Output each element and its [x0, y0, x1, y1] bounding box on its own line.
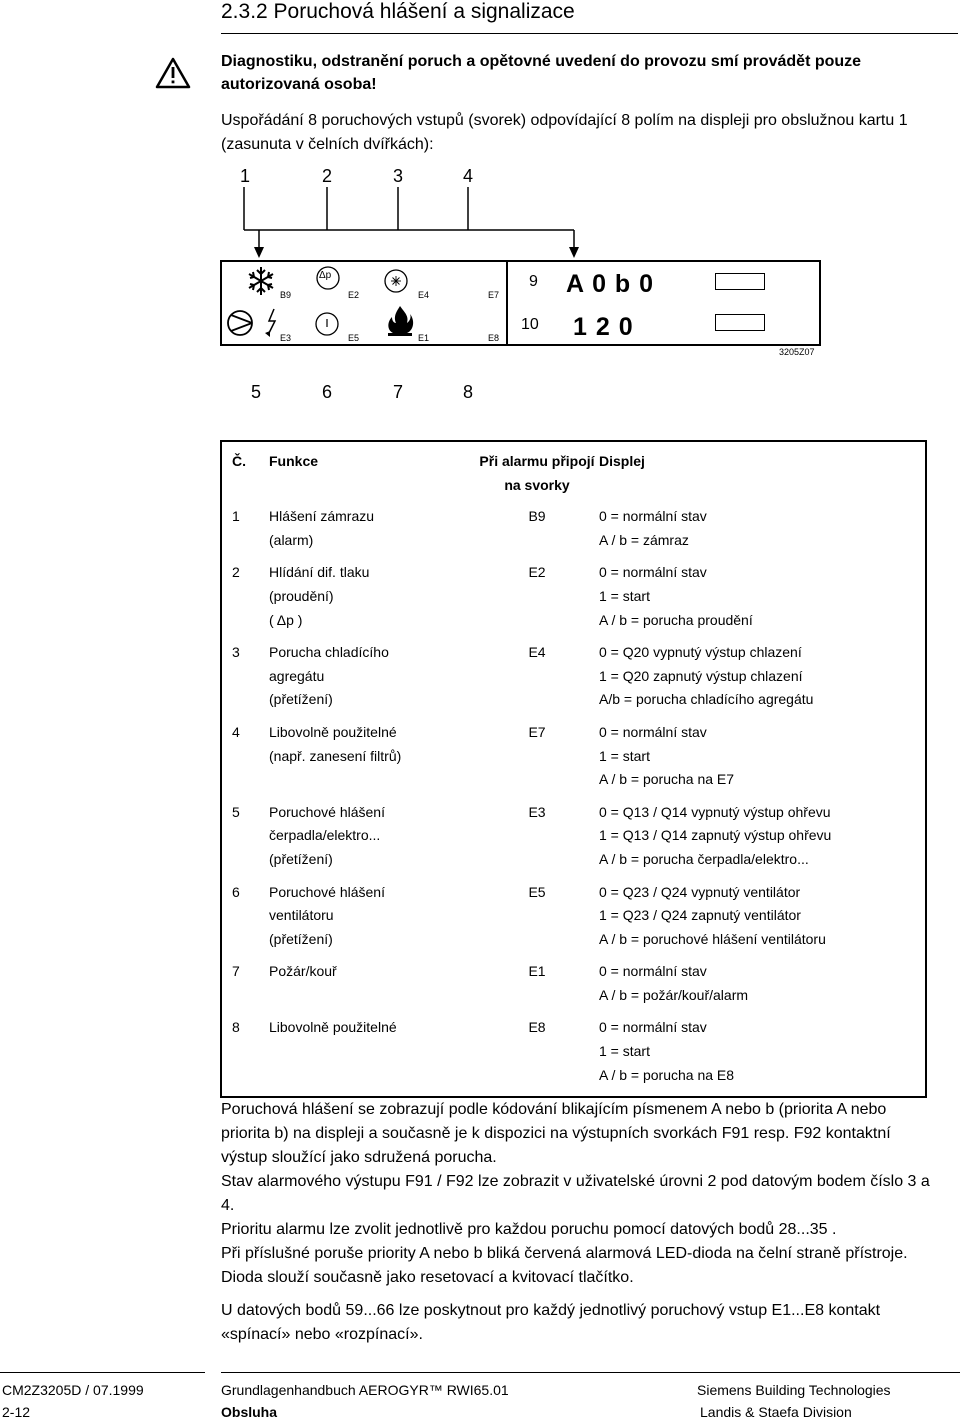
- function-line: Libovolně použitelné: [269, 1019, 397, 1036]
- diagram-number: 8: [463, 382, 474, 402]
- row-display: [599, 721, 926, 801]
- row-number: 8: [232, 1019, 240, 1036]
- function-line: (přetížení): [269, 850, 333, 867]
- footer-section: Obsluha: [221, 1404, 278, 1420]
- function-line: agregátu: [269, 667, 325, 684]
- row-number: 6: [232, 883, 240, 900]
- diagram-number: 6: [322, 382, 333, 402]
- row-display: [599, 881, 926, 961]
- function-line: ventilátoru: [269, 907, 334, 924]
- terminal-label: E7: [488, 290, 500, 300]
- display-line: A / b = porucha proudění: [599, 611, 753, 628]
- fault-table: [220, 440, 927, 1098]
- table-row: [221, 561, 926, 641]
- table-row: [221, 801, 926, 881]
- row-number-9: 9: [529, 273, 538, 290]
- display-line: 0 = normální stav: [599, 1019, 707, 1036]
- terminal-label: E1: [418, 333, 430, 343]
- table-row: [221, 1016, 926, 1097]
- footer-rule-right: [221, 1372, 960, 1373]
- display-line: A / b = porucha na E7: [599, 771, 735, 788]
- function-line: Porucha chladícího: [269, 644, 389, 661]
- row-number: 3: [232, 644, 240, 661]
- diagram-number: 2: [322, 166, 333, 186]
- display-line: A / b = zámraz: [599, 531, 689, 548]
- row-function: [269, 721, 475, 801]
- row-display: [599, 505, 926, 561]
- fire-icon: [385, 304, 415, 338]
- display-line: 1 = start: [599, 1043, 650, 1060]
- cooling-unit-icon: [382, 267, 410, 295]
- terminal-label: E8: [488, 333, 500, 343]
- row-terminal: E1: [528, 963, 546, 980]
- section-title: 2.3.2 Poruchová hlášení a signalizace: [221, 0, 575, 23]
- row-function: [269, 960, 475, 1016]
- display-line: 0 = normální stav: [599, 963, 707, 980]
- function-line: Hlídání dif. tlaku: [269, 564, 370, 581]
- intro-text: Uspořádání 8 poruchových vstupů (svorek) odpovídající 8 polím na displeji pro obslužnou kartu 1 (zasunuta v čelních dvířkách):: [221, 112, 908, 153]
- paragraph: Při příslušné poruše priority A nebo b bliká červená alarmová LED-dioda na čelní straně přístroje. Dioda slouží současně jako resetovací a kvitovací tlačítko.: [221, 1245, 908, 1286]
- terminal-label: E5: [348, 333, 360, 343]
- diagram-number: 3: [393, 166, 404, 186]
- paragraph: U datových bodů 59...66 lze poskytnout pro každý jednotlivý poruchový vstup E1...E8 kontakt «spínací» nebo «rozpínací».: [221, 1302, 881, 1343]
- row-terminal: E5: [528, 883, 546, 900]
- snowflake-icon: [245, 265, 277, 297]
- row-number: 7: [232, 963, 240, 980]
- display-line: 1 = Q20 zapnutý výstup chlazení: [599, 667, 803, 684]
- footer-rule-left: [0, 1372, 205, 1373]
- display-line: 1 = Q13 / Q14 zapnutý výstup ohřevu: [599, 827, 832, 844]
- diagram-number: 1: [240, 166, 251, 186]
- paragraph: Stav alarmového výstupu F91 / F92 lze zobrazit v uživatelské úrovni 2 pod datovým bodem číslo 3 a 4.: [221, 1173, 930, 1214]
- dp-label: Δp: [319, 270, 332, 281]
- display-line: A / b = porucha na E8: [599, 1066, 735, 1083]
- terminal-label: E2: [348, 290, 360, 300]
- function-line: Libovolně použitelné: [269, 723, 397, 740]
- display-line: 0 = Q13 / Q14 vypnutý výstup ohřevu: [599, 803, 831, 820]
- display-line: 1 = Q23 / Q24 zapnutý ventilátor: [599, 907, 801, 924]
- row-terminal: E7: [528, 723, 546, 740]
- row-function: [269, 505, 475, 561]
- row-function: [269, 641, 475, 721]
- warning-triangle-icon: [155, 57, 191, 89]
- table-header: [221, 441, 926, 505]
- body-text: [221, 1098, 936, 1347]
- electric-overload-icon: [262, 307, 282, 339]
- paragraph: Poruchová hlášení se zobrazují podle kódování blikajícím písmenem A nebo b (priorita A nebo priorita b) na displeji a současně je k dispozici na výstupních svorkách F91 resp. F92 kontaktní výstup sloužící jako sdružená porucha.: [221, 1101, 891, 1166]
- figure-code: 3205Z07: [779, 347, 815, 357]
- row-terminal: E3: [528, 803, 546, 820]
- led-indicator-1: [715, 273, 765, 290]
- display-line: A/b = porucha chladícího agregátu: [599, 691, 814, 708]
- table-row: [221, 721, 926, 801]
- paragraph: Prioritu alarmu lze zvolit jednotlivě pro každou poruchu pomocí datových bodů 28...35 .: [221, 1221, 837, 1238]
- footer-division: Landis & Staefa Division: [700, 1404, 852, 1420]
- function-line: Hlášení zámrazu: [269, 508, 375, 525]
- display-line: 0 = Q23 / Q24 vypnutý ventilátor: [599, 883, 801, 900]
- footer-company: Siemens Building Technologies: [697, 1382, 891, 1398]
- function-line: (přetížení): [269, 930, 333, 947]
- row-display: [599, 1016, 926, 1097]
- footer-manual: Grundlagenhandbuch AEROGYR™ RWI65.01: [221, 1382, 509, 1398]
- function-line: Požár/kouř: [269, 963, 337, 980]
- display-line: 1 = start: [599, 747, 650, 764]
- function-line: (alarm): [269, 531, 314, 548]
- row-function: [269, 1016, 475, 1097]
- display-line: 0 = normální stav: [599, 564, 707, 581]
- display-line: A / b = porucha čerpadla/elektro...: [599, 850, 809, 867]
- footer-doc-code: CM2Z3205D / 07.1999: [2, 1382, 144, 1398]
- pump-icon: [225, 308, 255, 338]
- panel-divider: [506, 260, 508, 346]
- function-line: (proudění): [269, 587, 334, 604]
- function-line: čerpadla/elektro...: [269, 827, 381, 844]
- row-terminal: E8: [528, 1019, 546, 1036]
- header-terminal: Při alarmu připojí na svorky: [479, 453, 595, 493]
- table-row: [221, 960, 926, 1016]
- display-line: 0 = Q20 vypnutý výstup chlazení: [599, 644, 802, 661]
- connection-lines: [230, 185, 590, 265]
- display-readout-2: 1 2 0: [573, 313, 634, 341]
- display-line: A / b = požár/kouř/alarm: [599, 986, 749, 1003]
- row-display: [599, 960, 926, 1016]
- header-display: Displej: [599, 453, 645, 469]
- function-line: Poruchové hlášení: [269, 883, 385, 900]
- row-display: [599, 641, 926, 721]
- table-row: [221, 641, 926, 721]
- function-line: (přetížení): [269, 691, 333, 708]
- row-function: [269, 801, 475, 881]
- footer-page: 2-12: [2, 1404, 31, 1420]
- row-display: [599, 561, 926, 641]
- led-indicator-2: [715, 314, 765, 331]
- row-number: 1: [232, 508, 240, 525]
- display-line: 0 = normální stav: [599, 723, 707, 740]
- row-number: 4: [232, 723, 240, 740]
- display-line: 1 = start: [599, 587, 650, 604]
- function-line: ( Δp ): [269, 611, 303, 628]
- diagram-number: 4: [463, 166, 474, 186]
- row-terminal: E4: [528, 644, 546, 661]
- row-display: [599, 801, 926, 881]
- terminal-label: B9: [280, 290, 292, 300]
- function-line: (např. zanesení filtrů): [269, 747, 402, 764]
- display-line: 0 = normální stav: [599, 508, 707, 525]
- row-function: [269, 561, 475, 641]
- header-num: Č.: [232, 453, 246, 469]
- diagram-number: 7: [393, 382, 404, 402]
- header-function: Funkce: [269, 453, 319, 469]
- terminal-label: E4: [418, 290, 430, 300]
- row-terminal: E2: [528, 564, 546, 581]
- row-number: 2: [232, 564, 240, 581]
- diagram-number: 5: [251, 382, 262, 402]
- display-line: A / b = poruchové hlášení ventilátoru: [599, 930, 826, 947]
- row-function: [269, 881, 475, 961]
- table-row: [221, 881, 926, 961]
- row-terminal: B9: [528, 508, 546, 525]
- display-readout-1: A 0 b 0: [566, 270, 655, 298]
- terminal-label: E3: [280, 333, 292, 343]
- row-number-10: 10: [521, 316, 539, 333]
- fan-icon: [313, 310, 341, 338]
- table-row: [221, 505, 926, 561]
- warning-text: Diagnostiku, odstranění poruch a opětovné uvedení do provozu smí provádět pouze autorizovaná osoba!: [221, 53, 862, 93]
- row-number: 5: [232, 803, 240, 820]
- title-rule: [221, 33, 958, 34]
- function-line: Poruchové hlášení: [269, 803, 385, 820]
